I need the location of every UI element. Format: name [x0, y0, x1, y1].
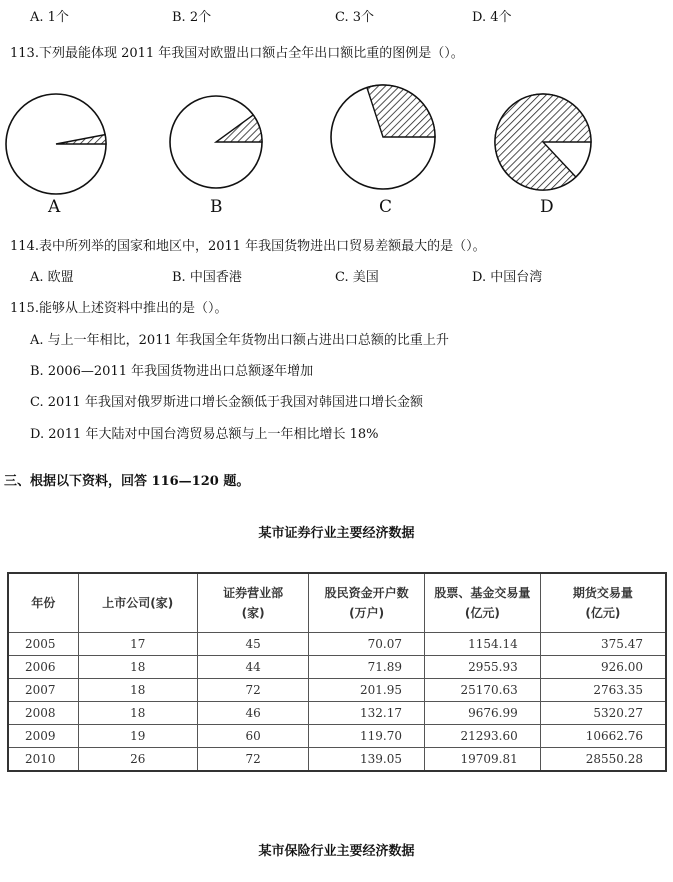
q114-option-d: D. 中国台湾: [472, 270, 543, 285]
table-cell: 375.47: [540, 633, 666, 656]
q114-option-c: C. 美国: [335, 270, 379, 285]
question-115: 115.能够从上述资料中推出的是（）。: [10, 301, 228, 316]
pie-label-c: C: [379, 197, 393, 217]
q114-options: [0, 264, 673, 286]
pie-label-b: B: [210, 197, 223, 217]
pie-b: [170, 96, 262, 188]
header-listed-companies: 上市公司(家): [78, 573, 197, 633]
table-cell: 2008: [8, 702, 78, 725]
table-cell: 139.05: [309, 748, 425, 772]
table-cell: 119.70: [309, 725, 425, 748]
q115-option-b: B. 2006—2011 年我国货物进出口总额逐年增加: [30, 364, 314, 379]
next-table-title: 某市保险行业主要经济数据: [258, 844, 415, 859]
header-accounts: 股民资金开户数 (万户): [309, 573, 425, 633]
table-cell: 25170.63: [424, 679, 540, 702]
table-cell: 72: [197, 748, 308, 772]
table-cell: 2007: [8, 679, 78, 702]
table-cell: 2010: [8, 748, 78, 772]
table-cell: 28550.28: [540, 748, 666, 772]
table-cell: 2005: [8, 633, 78, 656]
table-row: [8, 679, 666, 702]
table-cell: 2009: [8, 725, 78, 748]
section-heading: 三、根据以下资料，回答 116—120 题。: [4, 474, 250, 489]
table-cell: 10662.76: [540, 725, 666, 748]
table-cell: 46: [197, 702, 308, 725]
table-cell: 19709.81: [424, 748, 540, 772]
table-header-row: [8, 573, 666, 633]
pie-c: [331, 85, 435, 189]
option-d: D. 4个: [472, 10, 512, 25]
table-cell: 72: [197, 679, 308, 702]
table-cell: 2763.35: [540, 679, 666, 702]
table-row: [8, 725, 666, 748]
pie-d: [495, 94, 591, 190]
pie-label-a: A: [48, 197, 61, 217]
table-cell: 70.07: [309, 633, 425, 656]
table-cell: 18: [78, 679, 197, 702]
table-cell: 2006: [8, 656, 78, 679]
pie-figure-options: [0, 82, 673, 222]
q114-option-b: B. 中国香港: [172, 270, 242, 285]
table-cell: 9676.99: [424, 702, 540, 725]
securities-data-table: [7, 572, 667, 772]
q115-option-d: D. 2011 年大陆对中国台湾贸易总额与上一年相比增长 18%: [30, 427, 379, 442]
table-row: [8, 633, 666, 656]
question-114: 114.表中所列举的国家和地区中，2011 年我国货物进出口贸易差额最大的是（）。: [10, 239, 486, 254]
table-cell: 201.95: [309, 679, 425, 702]
table-cell: 44: [197, 656, 308, 679]
table-cell: 132.17: [309, 702, 425, 725]
table-cell: 71.89: [309, 656, 425, 679]
option-b: B. 2个: [172, 10, 212, 25]
table-cell: 926.00: [540, 656, 666, 679]
table-title: 某市证券行业主要经济数据: [258, 526, 415, 541]
option-a: A. 1个: [30, 10, 69, 25]
q115-option-a: A. 与上一年相比，2011 年我国全年货物出口额占进出口总额的比重上升: [30, 333, 449, 348]
table-cell: 60: [197, 725, 308, 748]
pie-a: [6, 94, 106, 194]
table-row: [8, 656, 666, 679]
table-row: [8, 748, 666, 772]
table-cell: 1154.14: [424, 633, 540, 656]
q114-option-a: A. 欧盟: [30, 270, 74, 285]
table-cell: 45: [197, 633, 308, 656]
table-row: [8, 702, 666, 725]
table-cell: 2955.93: [424, 656, 540, 679]
option-c: C. 3个: [335, 10, 375, 25]
table-cell: 19: [78, 725, 197, 748]
table-cell: 18: [78, 702, 197, 725]
header-year: 年份: [8, 573, 78, 633]
q115-option-c: C. 2011 年我国对俄罗斯进口增长金额低于我国对韩国进口增长金额: [30, 395, 423, 410]
table-cell: 5320.27: [540, 702, 666, 725]
header-branches: 证券营业部 (家): [197, 573, 308, 633]
table-cell: 26: [78, 748, 197, 772]
question-113: 113.下列最能体现 2011 年我国对欧盟出口额占全年出口额比重的图例是（）。: [10, 46, 464, 61]
header-stock-volume: 股票、基金交易量 (亿元): [424, 573, 540, 633]
table-cell: 21293.60: [424, 725, 540, 748]
header-futures-volume: 期货交易量 (亿元): [540, 573, 666, 633]
table-cell: 18: [78, 656, 197, 679]
table-cell: 17: [78, 633, 197, 656]
previous-question-options: [0, 4, 673, 26]
pie-label-d: D: [540, 197, 554, 217]
